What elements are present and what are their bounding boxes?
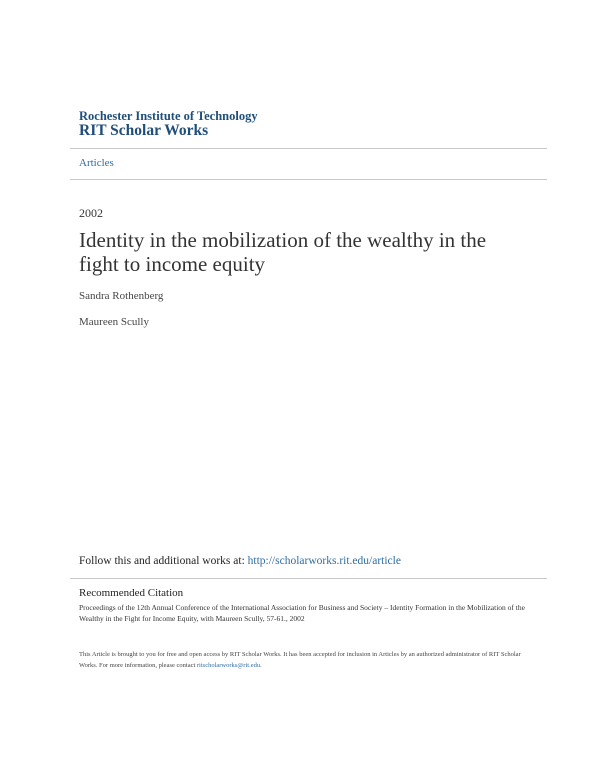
publication-year: 2002 [79, 206, 103, 220]
follow-prefix: Follow this and additional works at: [79, 555, 248, 567]
footer-end: . [260, 662, 262, 669]
divider-citation [70, 578, 547, 579]
divider-top [70, 148, 547, 149]
divider-bottom [70, 179, 547, 180]
repository-name[interactable]: RIT Scholar Works [79, 122, 209, 139]
collection-link[interactable]: Articles [79, 157, 114, 169]
footer-notice [79, 649, 534, 671]
author-name: Maureen Scully [79, 316, 149, 328]
follow-line [79, 555, 401, 567]
contact-email-link[interactable]: ritscholarworks@rit.edu [196, 662, 261, 669]
footer-text: This Article is brought to you for free and open access by RIT Scholar Works. It has been accepted for inclusion in Articles by an authorized administrator of RIT Scholar Works. For more information, please contact [79, 651, 521, 669]
article-title: Identity in the mobilization of the wealthy in the fight to income equity [79, 228, 487, 276]
citation-heading: Recommended Citation [79, 587, 184, 599]
citation-text: Proceedings of the 12th Annual Conference of the International Association for Business and Society – Identity Formation in the Mobilization of the Wealthy in the Fight for Income Equity, with Maureen Scully, 57-61., 2002 [79, 603, 525, 623]
institution-name: Rochester Institute of Technology [79, 109, 258, 123]
author-name: Sandra Rothenberg [79, 290, 164, 302]
follow-link[interactable]: http://scholarworks.rit.edu/article [247, 555, 401, 567]
